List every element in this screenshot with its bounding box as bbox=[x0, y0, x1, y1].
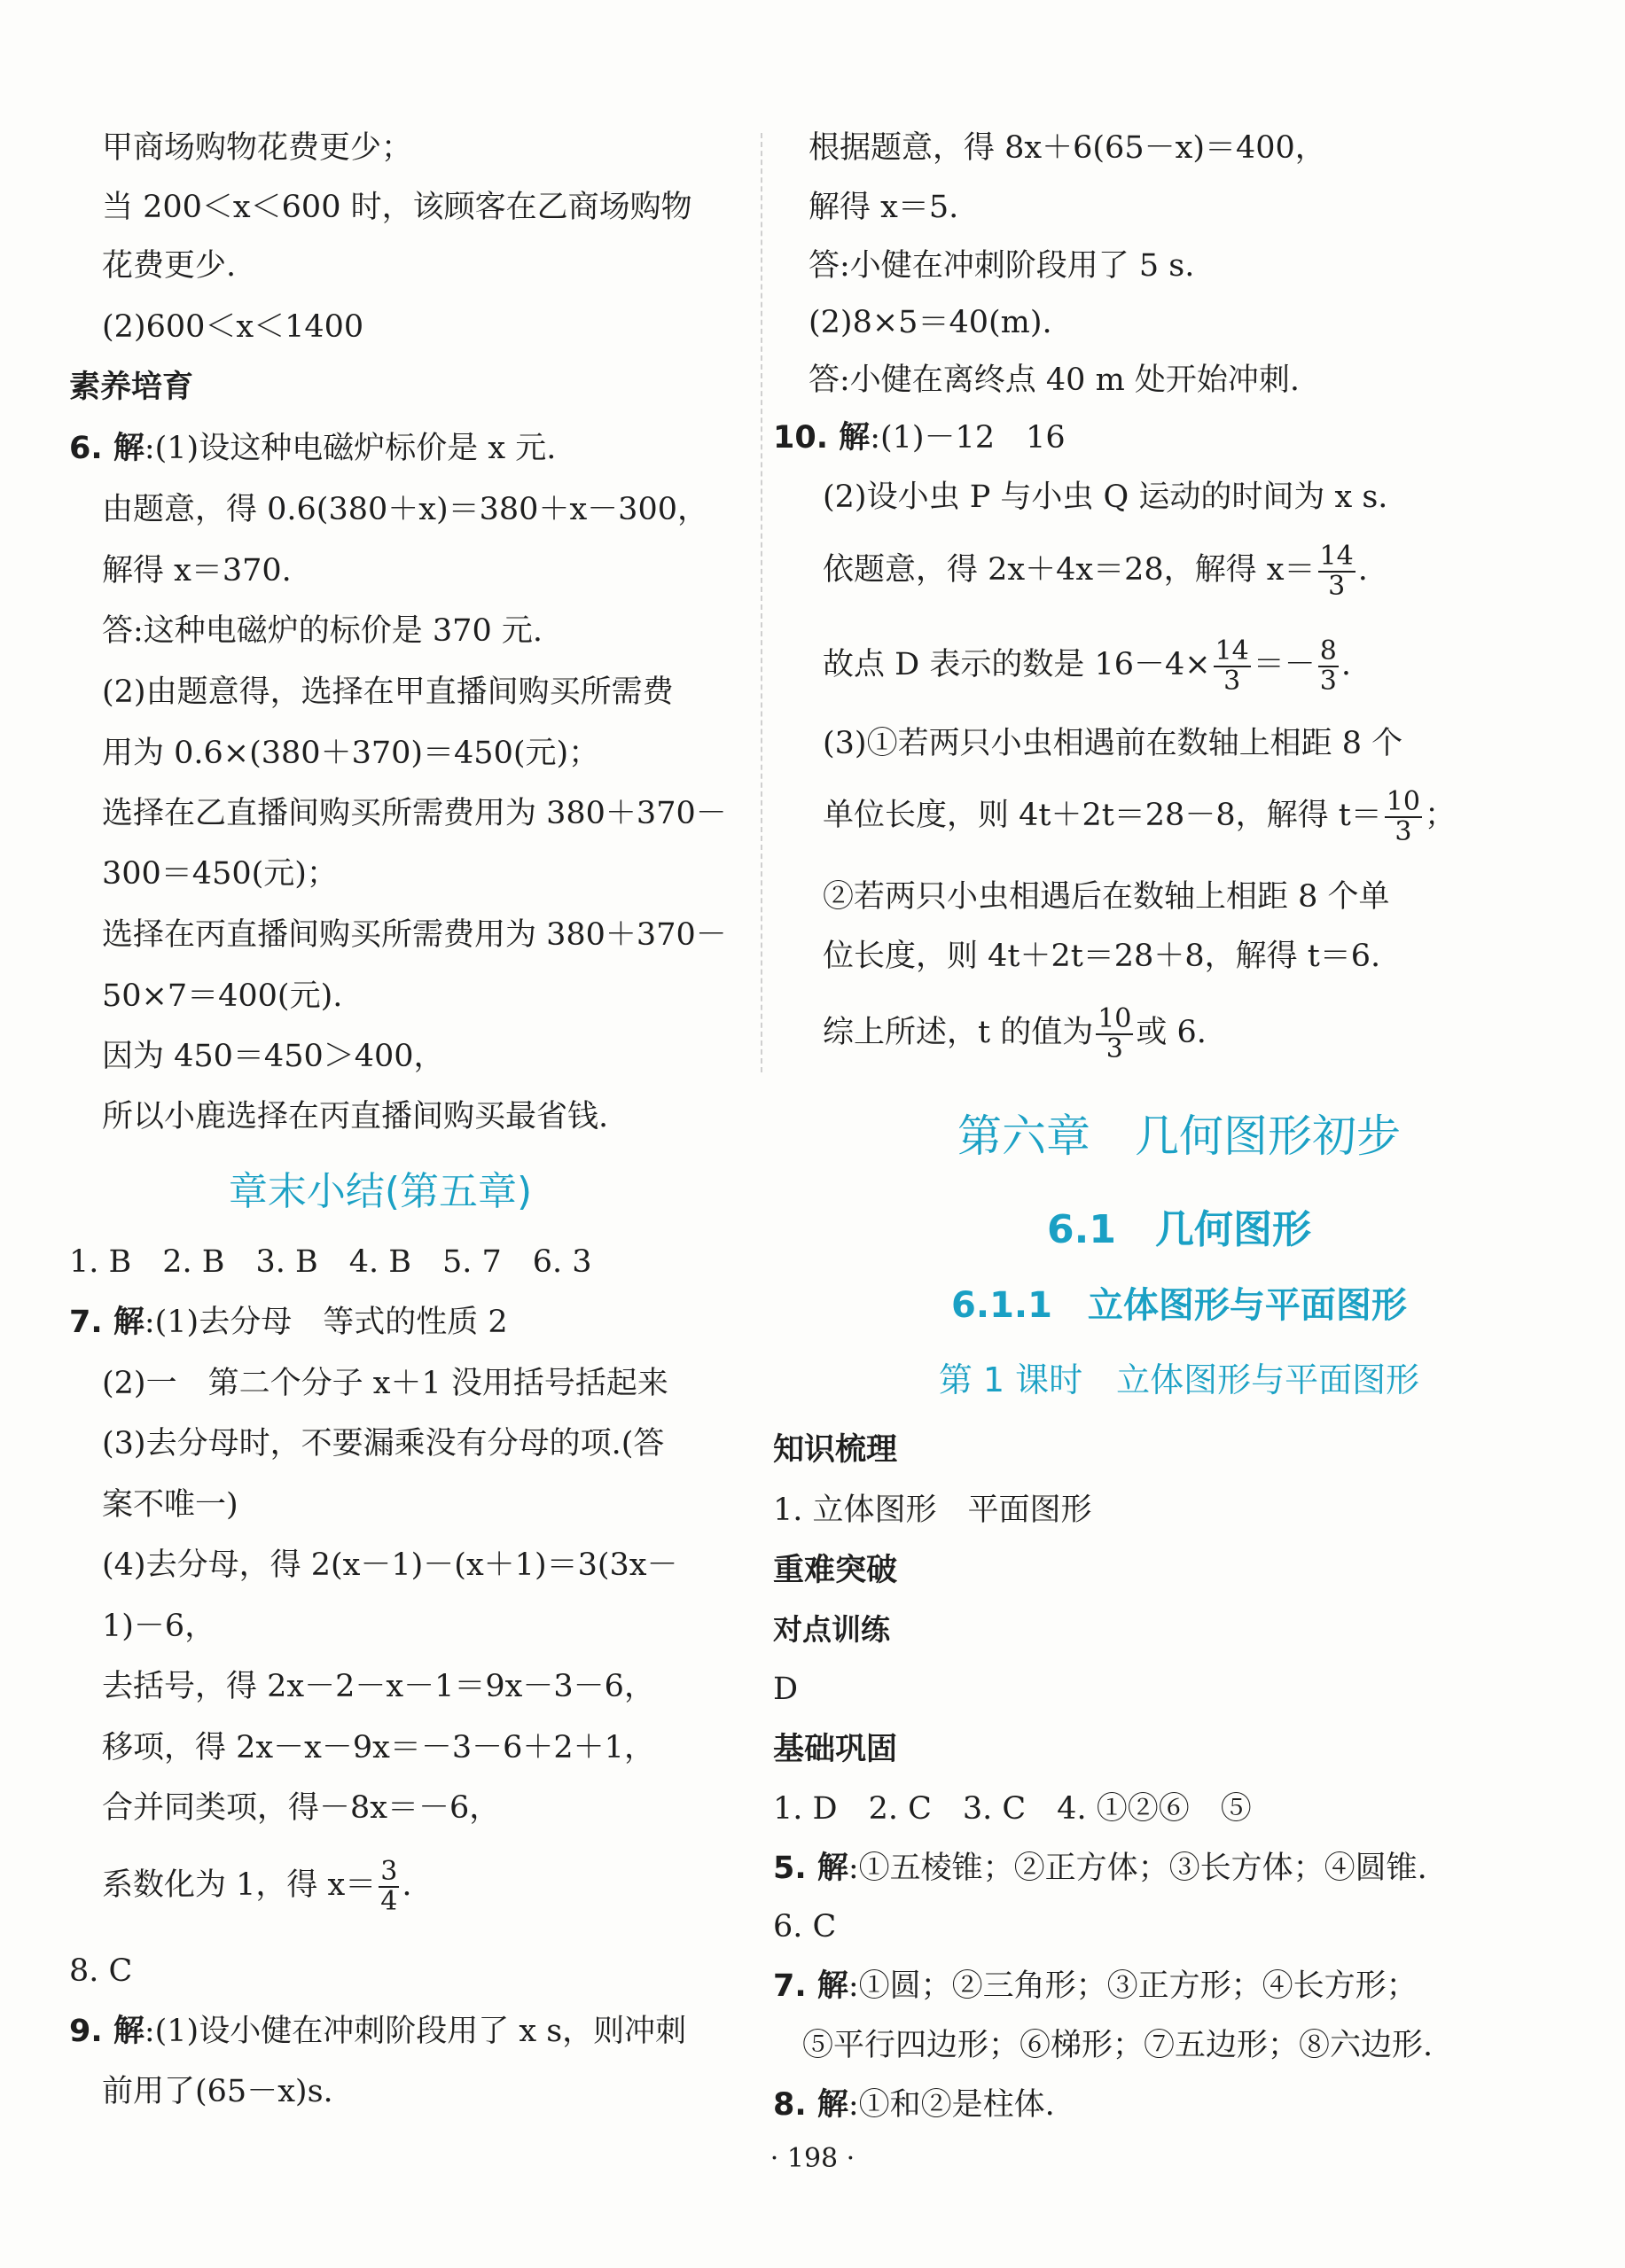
text-line-fraction bbox=[823, 784, 1456, 846]
answer-line: D bbox=[773, 1672, 799, 1707]
question-number: 9. 解 bbox=[69, 2014, 145, 2049]
text-line-fraction bbox=[823, 539, 1368, 601]
fraction bbox=[1096, 1002, 1133, 1064]
text-line: 因为 450＝450＞400， bbox=[102, 1039, 445, 1074]
fraction bbox=[1214, 637, 1251, 696]
text-line: (2)由题意得，选择在甲直播间购买所需费 bbox=[102, 674, 674, 710]
text-line: 位长度，则 4t＋2t＝28＋8，解得 t＝6. bbox=[823, 939, 1381, 974]
denominator: 3 bbox=[1105, 1033, 1123, 1064]
answers-1-6: 1. B 2. B 3. B 4. B 5. 7 6. 3 bbox=[69, 1244, 592, 1280]
text-line: 去括号，得 2x－2－x－1＝9x－3－6， bbox=[102, 1669, 655, 1704]
subsection-heading: 对点训练 bbox=[773, 1612, 890, 1647]
text-line: 移项，得 2x－x－9x＝－3－6＋2＋1， bbox=[102, 1730, 655, 1765]
lesson-title: 第 1 课时 立体图形与平面图形 bbox=[938, 1360, 1420, 1399]
section-heading: 基础巩固 bbox=[773, 1732, 898, 1767]
text-line: (3)①若两只小虫相遇前在数轴上相距 8 个 bbox=[823, 726, 1403, 761]
question-number: 5. 解 bbox=[773, 1851, 848, 1886]
text-line: ②若两只小虫相遇后在数轴上相距 8 个单 bbox=[823, 879, 1390, 915]
text-line: 当 200＜x＜600 时，该顾客在乙商场购物 bbox=[102, 190, 692, 225]
question-number: 10. 解 bbox=[773, 420, 871, 456]
question-10 bbox=[773, 417, 1066, 459]
text-part: 故点 D 表示的数是 16－4× bbox=[823, 647, 1211, 682]
section-title: 6.1 几何图形 bbox=[1047, 1207, 1311, 1252]
text-line: 解得 x＝5. bbox=[809, 190, 959, 225]
section-heading: 知识梳理 bbox=[773, 1432, 898, 1468]
text-line: :①和②是柱体. bbox=[848, 2087, 1055, 2123]
text-part: . bbox=[1357, 552, 1368, 588]
chapter-title: 第六章 几何图形初步 bbox=[957, 1111, 1401, 1162]
fraction bbox=[1318, 542, 1355, 601]
text-line: (2)8×5＝40(m). bbox=[809, 305, 1052, 340]
fraction bbox=[1318, 637, 1339, 696]
denominator: 3 bbox=[1319, 665, 1337, 697]
text-line: 答:小健在离终点 40 m 处开始冲刺. bbox=[809, 362, 1301, 398]
chapter-summary-title: 章末小结(第五章) bbox=[228, 1169, 533, 1214]
numerator: 10 bbox=[1386, 785, 1420, 817]
text-line: :①圆；②三角形；③正方形；④长方形； bbox=[848, 1968, 1418, 2004]
text-line: 所以小鹿选择在丙直播间购买最省钱. bbox=[102, 1099, 609, 1134]
text-part: 单位长度，则 4t＋2t＝28－8，解得 t＝ bbox=[823, 798, 1382, 833]
text-part: 综上所述，t 的值为 bbox=[823, 1015, 1094, 1050]
text-line: 甲商场购物花费更少； bbox=[102, 130, 413, 166]
question-9 bbox=[69, 2010, 686, 2053]
text-part: 或 6. bbox=[1136, 1015, 1207, 1050]
text-line: (3)去分母时，不要漏乘没有分母的项.(答 bbox=[102, 1426, 665, 1461]
question-7 bbox=[773, 1965, 1418, 2007]
numerator: 10 bbox=[1098, 1002, 1132, 1034]
fraction bbox=[379, 1855, 399, 1917]
text-line: 案不唯一) bbox=[102, 1487, 238, 1523]
text-part: ； bbox=[1424, 798, 1456, 833]
text-line: :①五棱锥；②正方体；③长方体；④圆锥. bbox=[848, 1851, 1427, 1886]
section-heading: 素养培育 bbox=[69, 370, 194, 405]
text-part: 系数化为 1，得 x＝ bbox=[102, 1867, 377, 1903]
text-line-fraction bbox=[823, 1002, 1207, 1064]
section-heading: 重难突破 bbox=[773, 1553, 898, 1588]
text-part: ＝－ bbox=[1253, 647, 1316, 682]
denominator: 3 bbox=[1395, 815, 1412, 847]
text-line: 根据题意，得 8x＋6(65－x)＝400， bbox=[809, 130, 1326, 166]
column-divider bbox=[761, 133, 762, 1072]
answer-line: 1. D 2. C 3. C 4. ①②⑥ ⑤ bbox=[773, 1791, 1252, 1827]
question-6 bbox=[69, 427, 556, 470]
question-8 bbox=[773, 2084, 1055, 2126]
text-part: . bbox=[402, 1867, 412, 1903]
text-line: :(1)－12 16 bbox=[870, 420, 1066, 456]
text-line: (2)设小虫 P 与小虫 Q 运动的时间为 x s. bbox=[823, 479, 1388, 515]
question-number: 8. 解 bbox=[773, 2087, 848, 2123]
text-line: 答:这种电磁炉的标价是 370 元. bbox=[102, 613, 543, 649]
text-line-fraction bbox=[823, 634, 1351, 696]
text-line: 由题意，得 0.6(380＋x)＝380＋x－300， bbox=[102, 492, 708, 527]
text-line: 用为 0.6×(380＋370)＝450(元)； bbox=[102, 736, 600, 771]
question-number: 6. 解 bbox=[69, 431, 145, 466]
text-line: 选择在乙直播间购买所需费用为 380＋370－ bbox=[102, 796, 727, 831]
question-5 bbox=[773, 1847, 1427, 1890]
text-line-fraction bbox=[102, 1854, 412, 1916]
text-line: 选择在丙直播间购买所需费用为 380＋370－ bbox=[102, 917, 727, 953]
text-line: :(1)去分母 等式的性质 2 bbox=[144, 1305, 508, 1340]
text-line: 1)－6， bbox=[102, 1609, 216, 1644]
question-number: 7. 解 bbox=[69, 1305, 145, 1340]
text-line: 解得 x＝370. bbox=[102, 553, 292, 588]
text-line: 前用了(65－x)s. bbox=[102, 2074, 333, 2109]
page-number: · 198 · bbox=[770, 2143, 855, 2174]
numerator: 14 bbox=[1319, 540, 1354, 572]
denominator: 3 bbox=[1223, 665, 1241, 697]
text-line: :(1)设这种电磁炉标价是 x 元. bbox=[144, 431, 557, 466]
text-line: 花费更少. bbox=[102, 248, 237, 284]
text-part: . bbox=[1340, 647, 1352, 682]
text-line: ⑤平行四边形；⑥梯形；⑦五边形；⑧六边形. bbox=[802, 2028, 1434, 2063]
text-line: 答:小健在冲刺阶段用了 5 s. bbox=[809, 248, 1195, 284]
numerator: 3 bbox=[380, 1855, 398, 1887]
denominator: 4 bbox=[380, 1885, 398, 1917]
text-line: 合并同类项，得－8x＝－6， bbox=[102, 1790, 501, 1826]
text-line: :(1)设小健在冲刺阶段用了 x s，则冲刺 bbox=[144, 2014, 687, 2049]
text-line: (2)一 第二个分子 x＋1 没用括号括起来 bbox=[102, 1366, 668, 1401]
question-number: 7. 解 bbox=[773, 1968, 848, 2004]
text-line: 50×7＝400(元). bbox=[102, 978, 343, 1014]
numerator: 14 bbox=[1215, 635, 1249, 666]
question-8: 8. C bbox=[69, 1953, 133, 1989]
text-line: (2)600＜x＜1400 bbox=[102, 309, 364, 345]
text-line: 300＝450(元)； bbox=[102, 856, 338, 892]
question-7 bbox=[69, 1301, 508, 1344]
fraction bbox=[1385, 785, 1422, 847]
subsection-title: 6.1.1 立体图形与平面图形 bbox=[951, 1285, 1407, 1326]
question-6: 6. C bbox=[773, 1909, 837, 1945]
denominator: 3 bbox=[1328, 570, 1346, 602]
numerator: 8 bbox=[1319, 635, 1337, 666]
text-part: 依题意，得 2x＋4x＝28，解得 x＝ bbox=[823, 552, 1316, 588]
text-line: (4)去分母，得 2(x－1)－(x＋1)＝3(3x－ bbox=[102, 1547, 678, 1583]
answer-line: 1. 立体图形 平面图形 bbox=[773, 1493, 1092, 1528]
